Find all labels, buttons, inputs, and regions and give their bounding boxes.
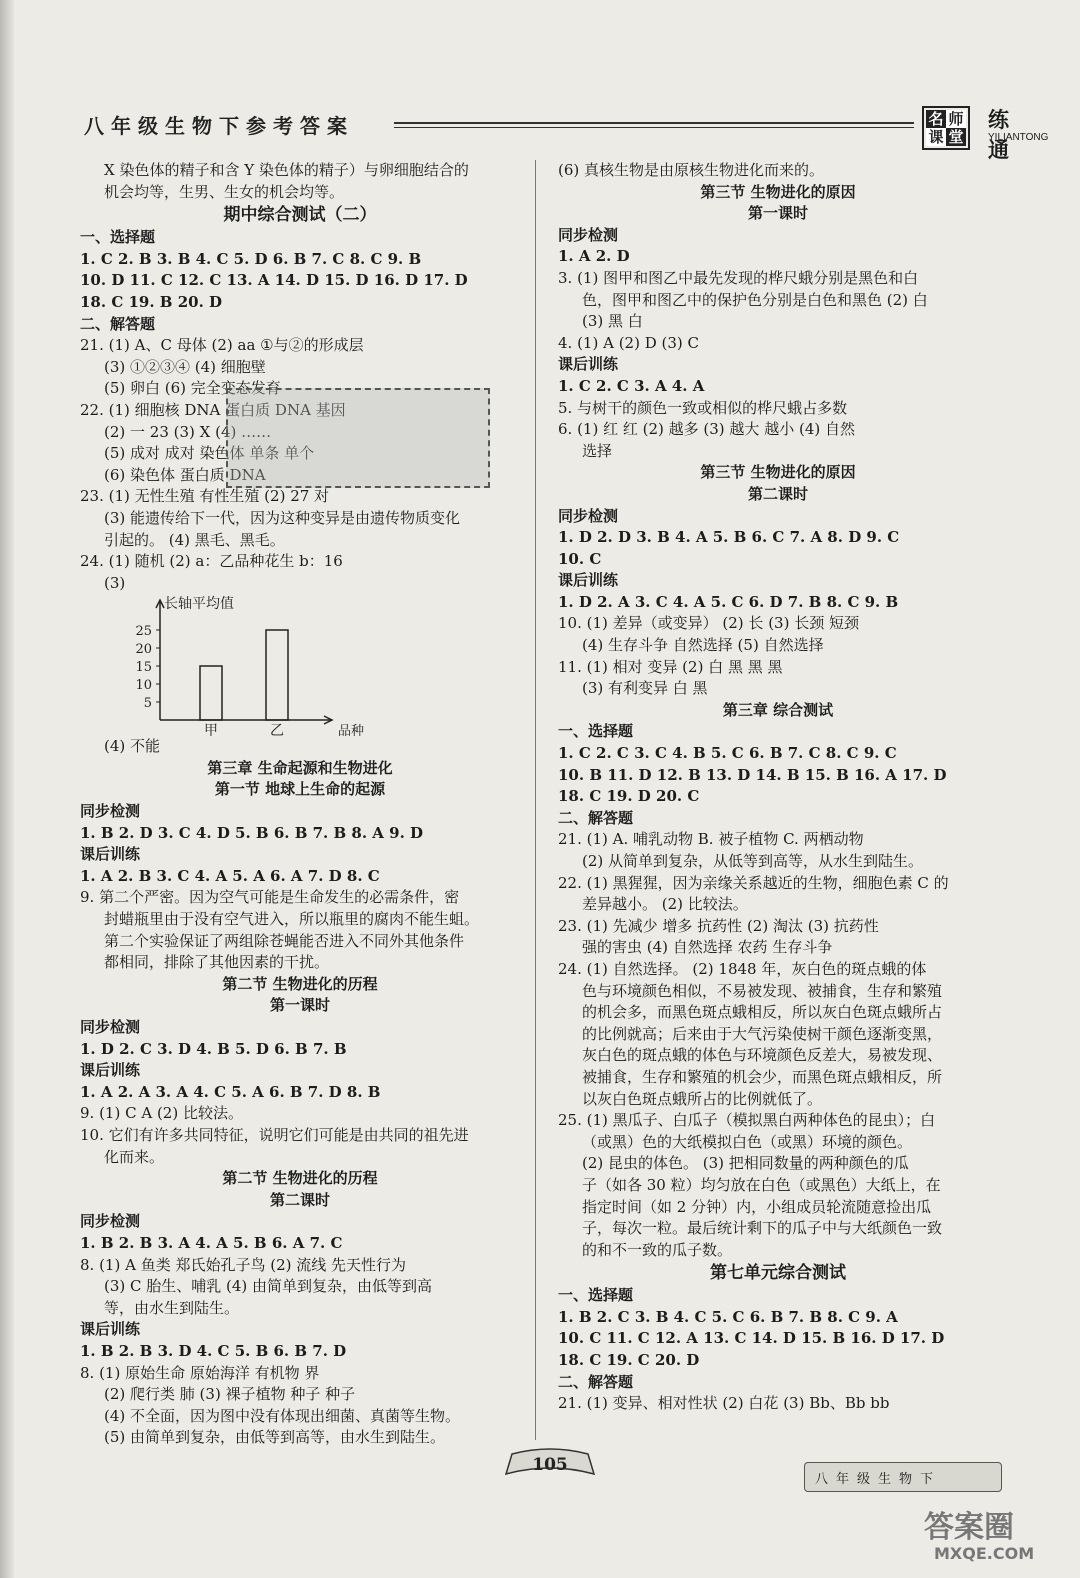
text-line: 的比例就高；后来由于大气污染使树干颜色逐渐变黑， xyxy=(582,1024,943,1043)
text-line: 课后训练 xyxy=(558,571,619,590)
text-line: 8. (1) 原始生命 原始海洋 有机物 界 xyxy=(80,1363,320,1382)
text-line: 被捕食，生存和繁殖的机会少，而黑色斑点蛾相反，所 xyxy=(582,1067,943,1086)
text-line: 二、解答题 xyxy=(558,1372,634,1391)
text-line: 课后训练 xyxy=(558,355,619,374)
watermark-url: MXQE.COM xyxy=(934,1544,1035,1563)
text-line: 的机会多，而黑色斑点蛾相反，所以灰白色斑点蛾所占 xyxy=(582,1003,943,1022)
y-tick-label: 10 xyxy=(135,678,152,694)
text-line: 5. 与树干的颜色一致或相似的桦尺蛾占多数 xyxy=(558,398,848,417)
text-line: 1. C 2. C 3. A 4. A xyxy=(558,376,705,395)
bar-1 xyxy=(266,630,288,720)
text-line: 差异越小。 (2) 比较法。 xyxy=(582,895,748,914)
text-line: 1. A 2. D xyxy=(558,247,630,266)
logo-text: 练通 xyxy=(988,107,1009,162)
text-line: 第二节 生物进化的历程 xyxy=(222,1169,378,1188)
text-line: (3) 黑 白 xyxy=(582,312,643,331)
text-line: 6. (1) 红 红 (2) 越多 (3) 越大 越小 (4) 自然 xyxy=(558,420,855,439)
text-line: 子（如各 30 粒）均匀放在白色（或黑色）大纸上，在 xyxy=(582,1175,941,1194)
header-title: 八年级生物下参考答案 xyxy=(84,114,354,138)
text-line: 10. D 11. C 12. C 13. A 14. D 15. D 16. D 17. D xyxy=(80,271,468,290)
text-line: 10. C 11. C 12. A 13. C 14. D 15. B 16. D 17. D xyxy=(558,1329,945,1348)
logo-bottom: 课 xyxy=(926,128,946,146)
text-line: 8. (1) A 鱼类 郑氏始孔子鸟 (2) 流线 先天性行为 xyxy=(80,1255,407,1274)
text-line: 都相同，排除了其他因素的干扰。 xyxy=(104,953,330,972)
text-line: (4) 不全面，因为图中没有体现出细菌、真菌等生物。 xyxy=(104,1406,461,1425)
text-line: 第二个实验保证了两组除苍蝇能否进入不同外其他条件 xyxy=(104,931,465,950)
chart-svg xyxy=(102,594,402,736)
text-line: 一、选择题 xyxy=(558,1286,634,1305)
column-divider xyxy=(535,160,536,1440)
text-line: 引起的。 (4) 黑毛、黑毛。 xyxy=(104,530,285,549)
book-spine xyxy=(0,0,14,1578)
text-line: (6) 染色体 蛋白质 DNA xyxy=(104,465,266,484)
text-line: (3) C 胎生、哺乳 (4) 由简单到复杂，由低等到高 xyxy=(104,1277,433,1296)
text-line: 24. (1) 随机 (2) a：乙品种花生 b：16 xyxy=(80,552,343,571)
text-line: 课后训练 xyxy=(80,1320,141,1339)
text-line: 第三节 生物进化的原因 xyxy=(700,463,856,482)
text-line: 23. (1) 无性生殖 有性生殖 (2) 27 对 xyxy=(80,487,330,506)
text-line: 同步检测 xyxy=(558,506,619,525)
x-axis-label: 品种 xyxy=(338,724,365,737)
left-column xyxy=(80,160,520,1449)
logo-top: 名 xyxy=(926,110,946,128)
logo-top-2: 师 xyxy=(946,110,966,128)
text-line: 指定时间（如 2 分钟）内，小组成员轮流随意捡出瓜 xyxy=(582,1197,932,1216)
text-line: 1. C 2. C 3. C 4. B 5. C 6. B 7. C 8. C 9. C xyxy=(558,744,897,763)
text-line: (5) 卵白 (6) 完全变态发育 xyxy=(104,379,281,398)
text-line: 9. (1) C A (2) 比较法。 xyxy=(80,1104,243,1123)
text-line: 1. D 2. D 3. B 4. A 5. B 6. C 7. A 8. D 9. C xyxy=(558,528,900,547)
text-line: 10. (1) 差异（或变异） (2) 长 (3) 长颈 短颈 xyxy=(558,614,859,633)
page-number-badge xyxy=(500,1444,600,1484)
text-line: 11. (1) 相对 变异 (2) 白 黑 黑 黑 xyxy=(558,657,783,676)
text-line: (2) 昆虫的体色。 (3) 把相同数量的两种颜色的瓜 xyxy=(582,1154,909,1173)
text-line: 23. (1) 先减少 增多 抗药性 (2) 淘汰 (3) 抗药性 xyxy=(558,916,879,935)
y-axis-label: 长轴平均值 xyxy=(164,596,234,613)
text-line: (4) 生存斗争 自然选择 (5) 自然选择 xyxy=(582,636,824,655)
text-line: 第一节 地球上生命的起源 xyxy=(214,780,386,799)
watermark xyxy=(894,1500,1080,1570)
text-line: 第二课时 xyxy=(747,484,808,503)
text-line: 第三章 综合测试 xyxy=(722,700,834,719)
text-line: 21. (1) A、C 母体 (2) aa ①与②的形成层 xyxy=(80,336,364,355)
text-line: (2) 爬行类 肺 (3) 裸子植物 种子 种子 xyxy=(104,1385,356,1404)
text-line: 22. (1) 细胞核 DNA 蛋白质 DNA 基因 xyxy=(80,400,346,419)
text-line: 1. B 2. B 3. D 4. C 5. B 6. B 7. D xyxy=(80,1341,347,1360)
bar-chart xyxy=(102,594,520,736)
text-line: (6) 真核生物是由原核生物进化而来的。 xyxy=(558,161,825,179)
footer-label xyxy=(804,1462,1002,1492)
text-line: 课后训练 xyxy=(80,845,141,864)
text-line: 等，由水生到陆生。 xyxy=(104,1298,240,1317)
text-line: 24. (1) 自然选择。 (2) 1848 年，灰白色的斑点蛾的体 xyxy=(558,959,927,978)
text-line: 1. B 2. B 3. A 4. A 5. B 6. A 7. C xyxy=(80,1233,343,1252)
text-line: 一、选择题 xyxy=(80,228,156,247)
text-line: (3) ①②③④ (4) 细胞壁 xyxy=(104,357,266,376)
text-line: 二、解答题 xyxy=(558,808,634,827)
text-line: 强的害虫 (4) 自然选择 农药 生存斗争 xyxy=(582,938,833,957)
text-line: 选择 xyxy=(582,441,613,460)
y-tick-label: 25 xyxy=(135,624,152,640)
text-line: 同步检测 xyxy=(80,802,141,821)
text-line: (3) xyxy=(104,573,126,592)
logo-bottom-2: 堂 xyxy=(946,128,966,146)
text-line: 10. C xyxy=(558,549,602,568)
text-line: (4) 不能 xyxy=(104,737,161,756)
text-line: 第一课时 xyxy=(747,204,808,223)
brand-logo xyxy=(922,102,1049,162)
text-line: 以灰白色斑点蛾所占的比例就低了。 xyxy=(582,1089,823,1108)
text-line: 第七单元综合测试 xyxy=(710,1263,846,1284)
header-rule xyxy=(394,122,914,128)
bar-0 xyxy=(200,666,222,720)
text-line: (5) 成对 成对 染色体 单条 单个 xyxy=(104,444,315,463)
text-line: 第三节 生物进化的原因 xyxy=(700,182,856,201)
text-line: 第一课时 xyxy=(269,996,330,1015)
page-number: 105 xyxy=(532,1455,568,1475)
text-line: 10. B 11. D 12. B 13. D 14. B 15. B 16. A 17. D xyxy=(558,765,947,784)
text-line: 封蜡瓶里由于没有空气进入，所以瓶里的腐肉不能生蛆。 xyxy=(104,910,480,929)
text-line: 同步检测 xyxy=(80,1018,141,1036)
text-line: 4. (1) A (2) D (3) C xyxy=(558,333,699,352)
text-line: 1. A 2. A 3. A 4. C 5. A 6. B 7. D 8. B xyxy=(80,1082,381,1101)
text-line: （或黑）色的大纸模拟白色（或黑）环境的颜色。 xyxy=(582,1132,913,1151)
text-line: 第二节 生物进化的历程 xyxy=(222,974,378,993)
text-line: 机会均等，生男、生女的机会均等。 xyxy=(104,182,345,201)
text-line: 第二课时 xyxy=(269,1190,330,1209)
text-line: 同步检测 xyxy=(80,1212,141,1231)
text-line: 一、选择题 xyxy=(558,722,634,741)
text-line: 9. 第二个严密。因为空气可能是生命发生的必需条件，密 xyxy=(80,888,460,907)
y-tick-label: 5 xyxy=(143,696,152,712)
text-line: 25. (1) 黑瓜子、白瓜子（模拟黑白两种体色的昆虫）；白 xyxy=(558,1111,936,1130)
text-line: 1. C 2. B 3. B 4. C 5. D 6. B 7. C 8. C 9. B xyxy=(80,249,422,268)
text-line: 18. C 19. D 20. C xyxy=(558,787,700,806)
right-column xyxy=(558,160,998,1415)
text-line: 色，图甲和图乙中的保护色分别是白色和黑色 (2) 白 xyxy=(582,290,928,309)
text-line: 1. B 2. D 3. C 4. D 5. B 6. B 7. B 8. A 9. D xyxy=(80,823,424,842)
text-line: 化而来。 xyxy=(104,1147,165,1166)
text-line: (2) 一 23 (3) X (4) …… xyxy=(104,422,272,441)
text-line: 18. C 19. B 20. D xyxy=(80,292,223,311)
text-line: 色与环境颜色相似，不易被发现、被捕食，生存和繁殖 xyxy=(582,981,943,1000)
text-line: (2) 从简单到复杂，从低等到高等，从水生到陆生。 xyxy=(582,852,924,870)
x-tick-label: 乙 xyxy=(270,723,284,737)
text-line: 1. A 2. B 3. C 4. A 5. A 6. A 7. D 8. C xyxy=(80,866,380,885)
text-line: 第三章 生命起源和生物进化 xyxy=(207,758,393,777)
overlay-stamp xyxy=(226,388,490,488)
text-line: 3. (1) 图甲和图乙中最先发现的桦尺蛾分别是黑色和白 xyxy=(558,268,919,287)
x-tick-label: 甲 xyxy=(204,723,218,737)
text-line: 的和不一致的瓜子数。 xyxy=(582,1240,733,1259)
text-line: 二、解答题 xyxy=(80,314,156,333)
text-line: 21. (1) A. 哺乳动物 B. 被子植物 C. 两栖动物 xyxy=(558,830,864,849)
page-header xyxy=(76,100,1049,162)
text-line: 1. B 2. C 3. B 4. C 5. C 6. B 7. B 8. C 9. A xyxy=(558,1307,898,1326)
text-line: 1. D 2. C 3. D 4. B 5. D 6. B 7. B xyxy=(80,1039,347,1058)
text-line: 21. (1) 变异、相对性状 (2) 白花 (3) Bb、Bb bb xyxy=(558,1394,890,1413)
text-line: X 染色体的精子和含 Y 染色体的精子）与卵细胞结合的 xyxy=(104,161,469,179)
y-tick-label: 20 xyxy=(135,642,152,658)
text-line: 18. C 19. C 20. D xyxy=(558,1351,700,1370)
text-line: 灰白色的斑点蛾的体色与环境颜色反差大，易被发现、 xyxy=(582,1046,943,1065)
y-tick-label: 15 xyxy=(135,660,152,676)
text-line: 10. 它们有许多共同特征，说明它们可能是由共同的祖先进 xyxy=(80,1125,469,1144)
text-line: (3) 有利变异 白 黑 xyxy=(582,679,708,698)
answer-page xyxy=(14,0,1080,1578)
logo-box xyxy=(922,106,970,150)
watermark-text: 答案圈 xyxy=(924,1510,1014,1545)
text-line: 期中综合测试（二） xyxy=(223,205,377,226)
text-line: (3) 能遗传给下一代，因为这种变异是由遗传物质变化 xyxy=(104,508,461,527)
footer-book: 八年级生物下 xyxy=(815,1472,942,1487)
text-line: 22. (1) 黑猩猩，因为亲缘关系越近的生物，细胞色素 C 的 xyxy=(558,873,949,892)
text-line: 同步检测 xyxy=(558,225,619,244)
text-line: (5) 由简单到复杂，由低等到高等，由水生到陆生。 xyxy=(104,1428,446,1447)
text-line: 1. D 2. A 3. C 4. A 5. C 6. D 7. B 8. C 9. B xyxy=(558,592,899,611)
book-icon xyxy=(500,1444,600,1484)
text-line: 课后训练 xyxy=(80,1061,141,1080)
logo-sub: YILIANTONG xyxy=(988,132,1049,143)
text-line: 子，每次一粒。最后统计剩下的瓜子中与大纸颜色一致 xyxy=(582,1219,943,1238)
